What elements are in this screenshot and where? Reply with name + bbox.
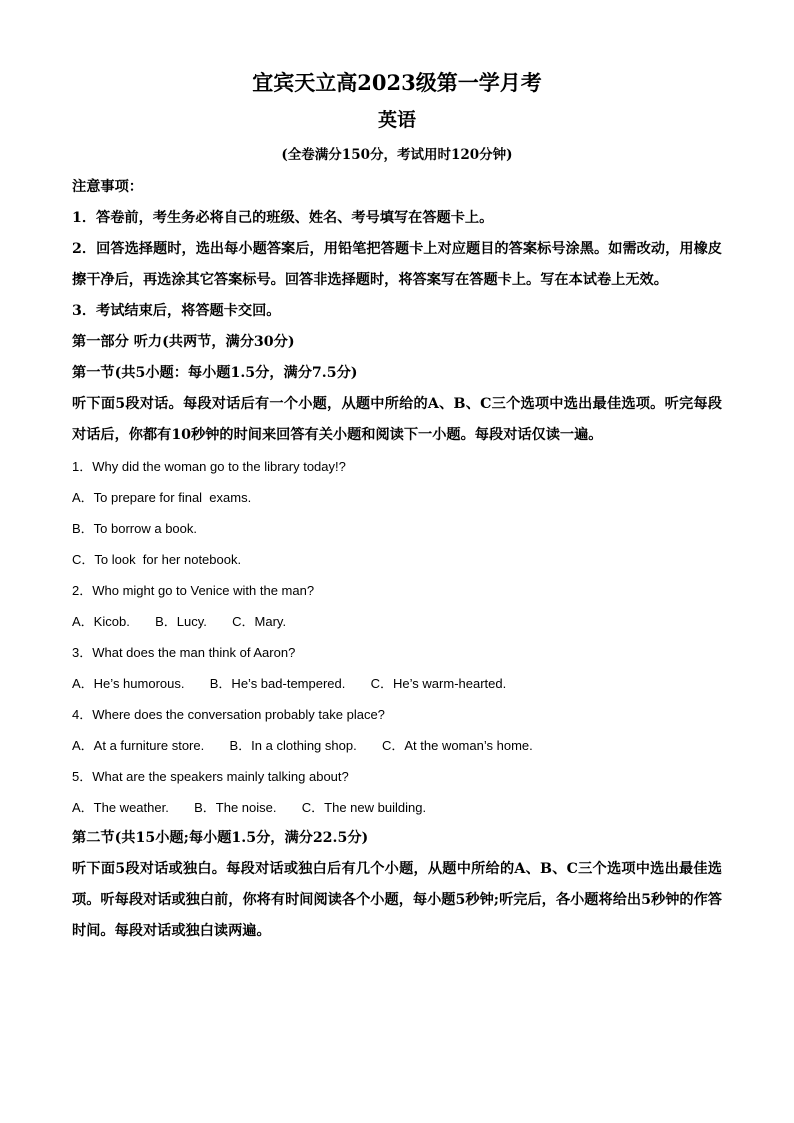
exam-subject: 英语 [377, 109, 416, 131]
question-2-options: A．Kicob. B．Lucy. C．Mary. [72, 614, 287, 629]
question-4-stem: 4．Where does the conversation probably take place? [72, 707, 385, 722]
question-5-options: A．The weather. B．The noise. C．The new building. [72, 800, 427, 815]
question-4-options: A．At a furniture store. B．In a clothing shop. C．At the woman’s home. [72, 738, 533, 753]
note-item-1: 1．答卷前，考生务必将自己的班级、姓名、考号填写在答题卡上。 [72, 210, 494, 226]
note-item-3: 3．考试结束后，将答题卡交回。 [72, 303, 281, 319]
section1-instructions: 听下面5段对话。每段对话后有一个小题，从题中所给的A、B、C三个选项中选出最佳选项。听完每段对话后，你都有10秒钟的时间来回答有关小题和阅读下一小题。每段对话仅读一遍。 [72, 396, 722, 443]
part1-block [72, 327, 722, 947]
section1-heading: 第一节(共5小题：每小题1.5分，满分7.5分) [72, 365, 358, 381]
section2-heading: 第二节(共15小题;每小题1.5分，满分22.5分) [72, 830, 369, 846]
question-list [72, 451, 722, 823]
question-3-options: A．He’s humorous. B．He’s bad-tempered. C．He’s warm-hearted. [72, 676, 507, 691]
notes-block [72, 172, 722, 327]
question-1-stem: 1．Why did the woman go to the library today!? [72, 459, 346, 474]
section2-instructions: 听下面5段对话或独白。每段对话或独白后有几个小题，从题中所给的A、B、C三个选项中选出最佳选项。听每段对话或独白前，你将有时间阅读各个小题，每小题5秒钟;听完后，各小题将给出5秒钟的作答时间。每段对话或独白读两遍。 [72, 861, 722, 939]
question-1-option-a: A．To prepare for final exams. [72, 490, 252, 505]
question-3-stem: 3．What does the man think of Aaron? [72, 645, 296, 660]
question-1-option-c: C．To look for her notebook. [72, 552, 242, 567]
note-item-2: 2．回答选择题时，选出每小题答案后，用铅笔把答题卡上对应题目的答案标号涂黑。如需改动，用橡皮擦干净后，再选涂其它答案标号。回答非选择题时，将答案写在答题卡上。写在本试卷上无效。 [72, 241, 722, 288]
exam-meta: (全卷满分150分，考试用时120分钟) [281, 147, 513, 163]
exam-title: 宜宾天立高2023级第一学月考 [252, 70, 542, 95]
question-1-option-b: B．To borrow a book. [72, 521, 198, 536]
notes-heading: 注意事项： [72, 179, 143, 195]
question-2-stem: 2．Who might go to Venice with the man? [72, 583, 315, 598]
question-5-stem: 5．What are the speakers mainly talking about? [72, 769, 349, 784]
part1-heading: 第一部分 听力(共两节，满分30分) [72, 334, 295, 350]
